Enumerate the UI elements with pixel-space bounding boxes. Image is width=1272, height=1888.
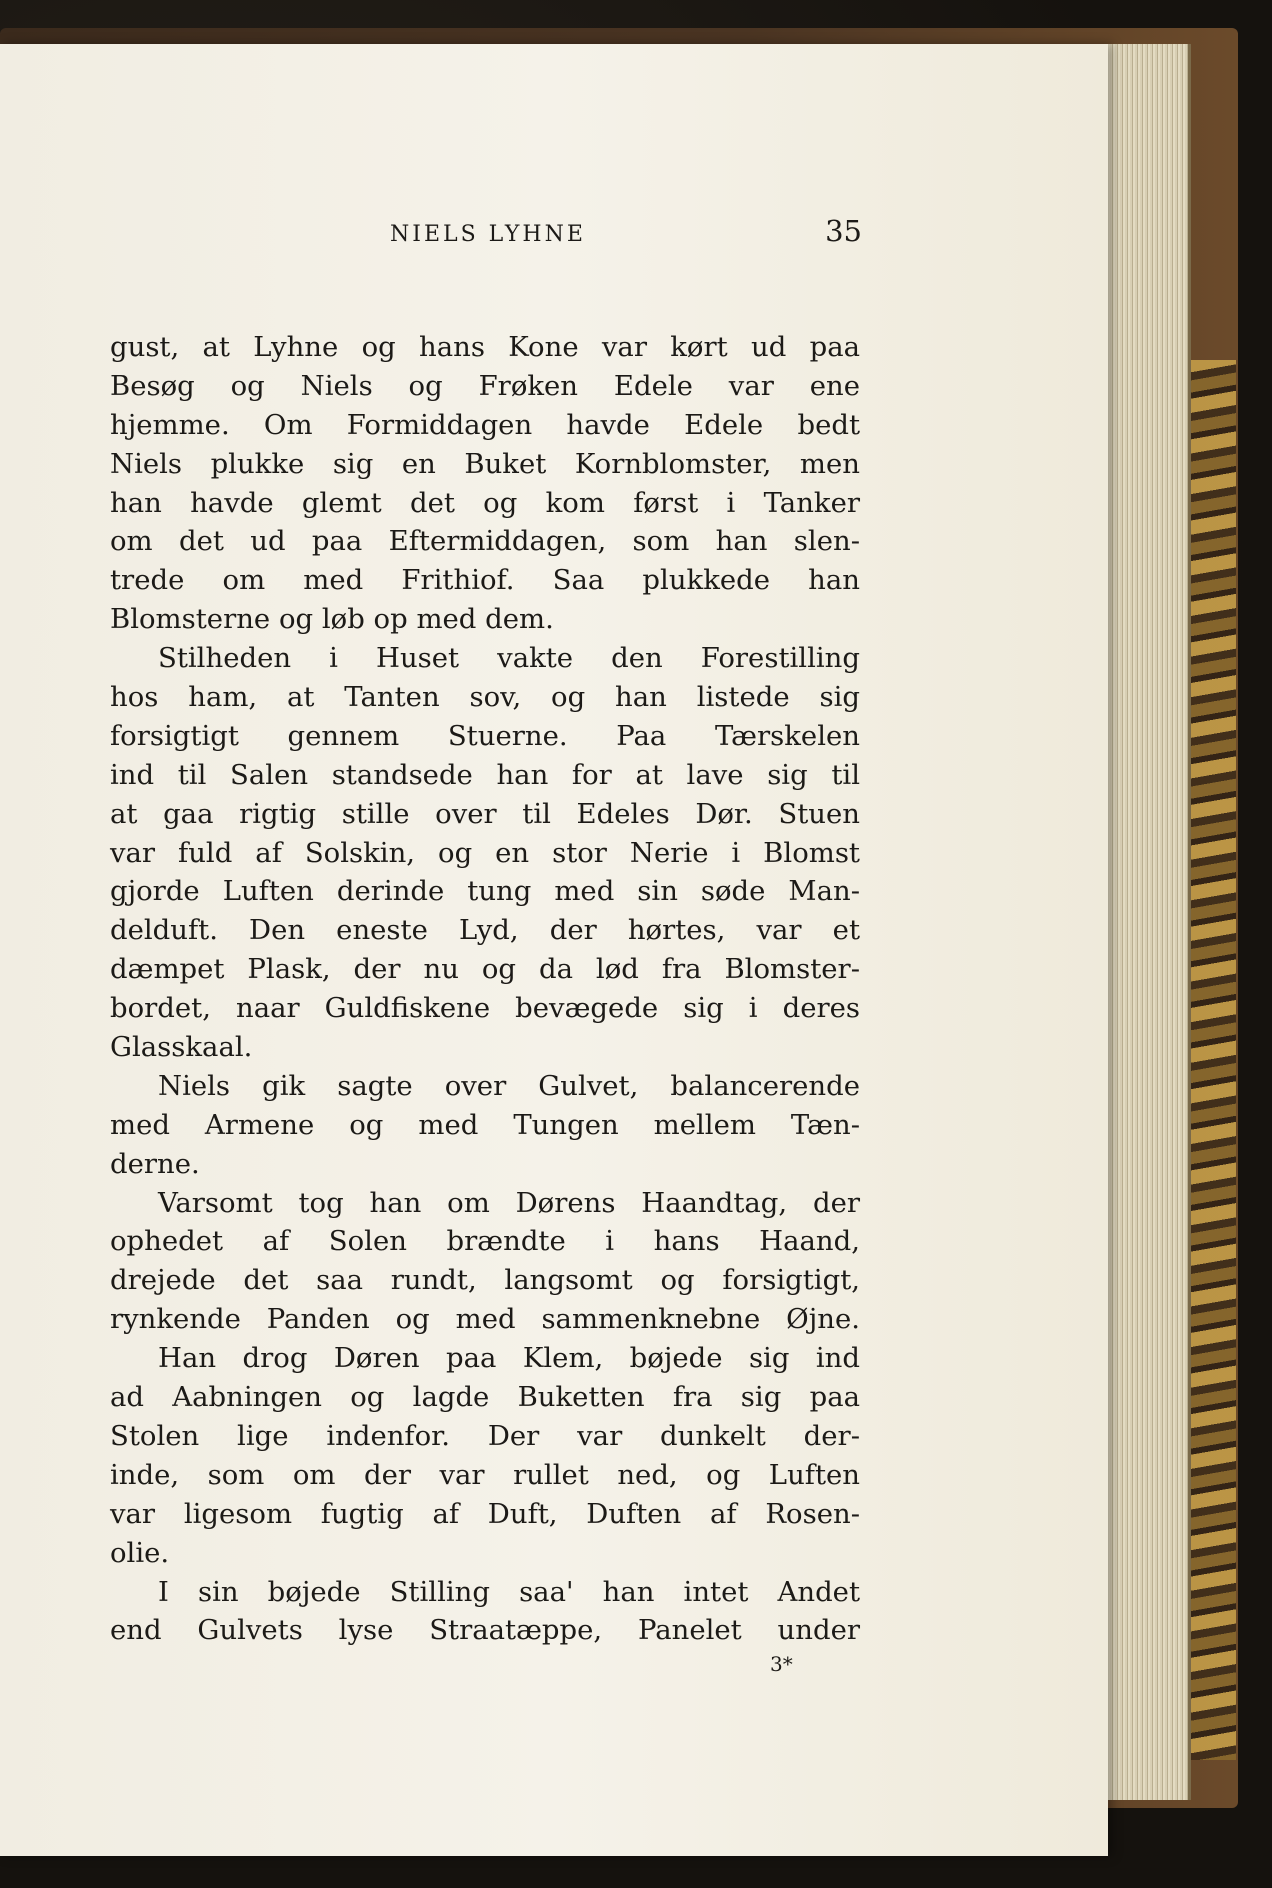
text-line: med Armene og med Tungen mellem Tæn- xyxy=(110,1108,860,1141)
text-line: delduft. Den eneste Lyd, der hørtes, var et xyxy=(110,914,860,947)
text-line: drejede det saa rundt, langsomt og forsigtigt, xyxy=(110,1264,860,1297)
text-line: Varsomt tog han om Dørens Haandtag, der xyxy=(158,1186,860,1219)
text-line: dæmpet Plask, der nu og da lød fra Blomster- xyxy=(110,953,860,986)
running-head xyxy=(110,212,862,252)
body-text xyxy=(110,328,860,1650)
text-line: end Gulvets lyse Straatæppe, Panelet under xyxy=(110,1614,860,1647)
text-line: olie. xyxy=(110,1536,170,1569)
text-line: ophedet af Solen brændte i hans Haand, xyxy=(110,1225,860,1258)
text-line: Glasskaal. xyxy=(110,1031,253,1064)
text-line: ind til Salen standsede han for at lave sig til xyxy=(110,758,860,791)
book-page xyxy=(0,44,1108,1856)
text-line: rynkende Panden og med sammenknebne Øjne. xyxy=(110,1303,860,1336)
text-line: hos ham, at Tanten sov, og han listede sig xyxy=(110,681,860,714)
text-line: gust, at Lyhne og hans Kone var kørt ud paa xyxy=(110,331,860,363)
text-line: Besøg og Niels og Frøken Edele var ene xyxy=(110,369,860,402)
text-line: I sin bøjede Stilling saa' han intet Andet xyxy=(158,1575,860,1608)
page-edges xyxy=(1100,44,1191,1800)
text-line: hjemme. Om Formiddagen havde Edele bedt xyxy=(110,408,860,441)
signature-mark: 3* xyxy=(770,1652,793,1676)
text-line: Han drog Døren paa Klem, bøjede sig ind xyxy=(158,1342,860,1375)
text-line: bordet, naar Guldfiskene bevægede sig i deres xyxy=(110,992,860,1025)
text-line: at gaa rigtig stille over til Edeles Dør. Stuen xyxy=(110,797,860,830)
running-title: NIELS LYHNE xyxy=(390,222,586,247)
text-line: om det ud paa Eftermiddagen, som han slen- xyxy=(110,525,860,558)
text-line: Stolen lige indenfor. Der var dunkelt der- xyxy=(110,1419,860,1452)
text-line: forsigtigt gennem Stuerne. Paa Tærskelen xyxy=(110,719,860,752)
text-line: var ligesom fugtig af Duft, Duften af Rosen- xyxy=(110,1497,860,1530)
text-line: var fuld af Solskin, og en stor Nerie i Blomst xyxy=(110,836,860,869)
text-line: inde, som om der var rullet ned, og Luften xyxy=(110,1458,860,1491)
text-line: han havde glemt det og kom først i Tanker xyxy=(110,486,860,519)
text-line: Niels gik sagte over Gulvet, balancerende xyxy=(158,1069,860,1102)
text-line: derne. xyxy=(110,1147,200,1180)
text-line: ad Aabningen og lagde Buketten fra sig paa xyxy=(110,1381,860,1414)
text-line: trede om med Frithiof. Saa plukkede han xyxy=(110,564,860,597)
text-line: Blomsterne og løb op med dem. xyxy=(110,603,554,636)
text-line: gjorde Luften derinde tung med sin søde Man- xyxy=(110,875,860,908)
page-number: 35 xyxy=(825,214,862,248)
text-line: Niels plukke sig en Buket Kornblomster, men xyxy=(110,447,860,480)
text-line: Stilheden i Huset vakte den Forestilling xyxy=(158,642,860,675)
